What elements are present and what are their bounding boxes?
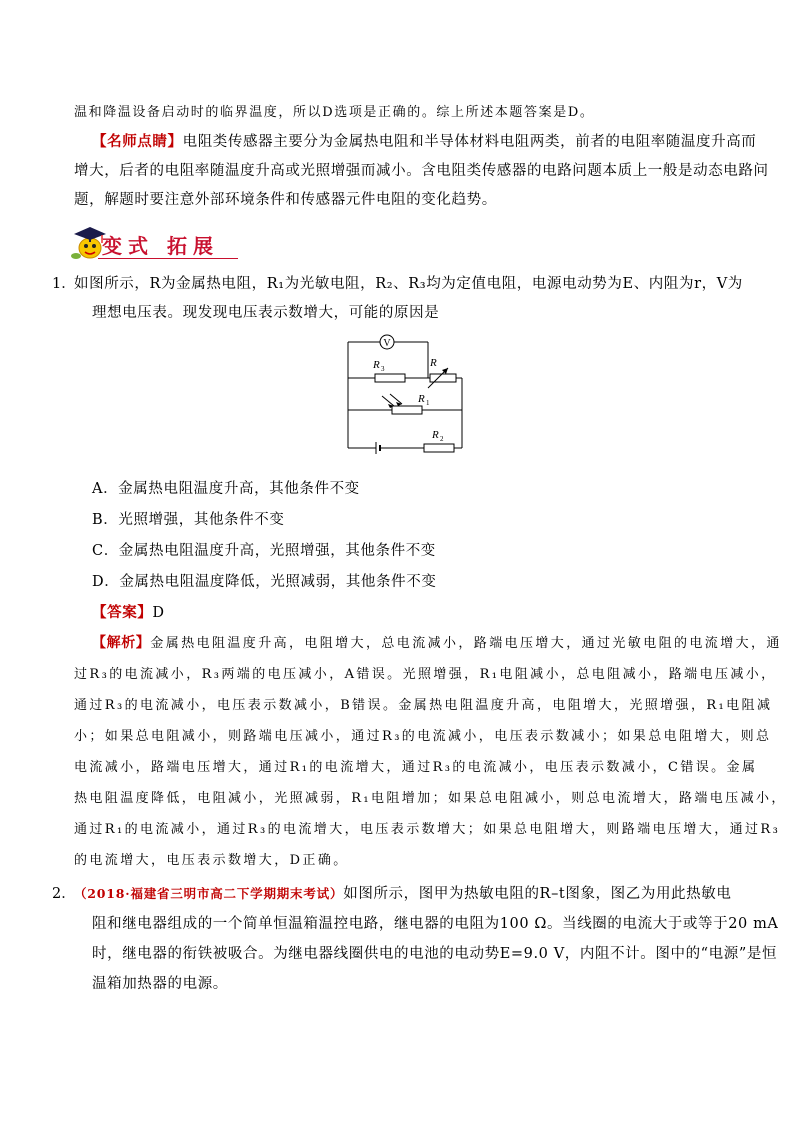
svg-text:R: R <box>432 429 439 441</box>
svg-text:2: 2 <box>440 435 444 443</box>
q2-line-1 <box>74 882 732 903</box>
analysis-line-1 <box>92 632 782 652</box>
q1-line-2: 理想电压表。现发现电压表示数增大，可能的原因是 <box>92 305 440 321</box>
analysis-line-7: 通过R₁的电流减小，通过R₃的电流增大，电压表示数增大；如果总电阻增大，则路端电压增大，通过R₃ <box>74 822 781 837</box>
q2-line-4: 温箱加热器的电源。 <box>92 976 228 992</box>
q1-option-d: D．金属热电阻温度降低，光照减弱，其他条件不变 <box>92 574 437 590</box>
tip-text-1: 电阻类传感器主要分为金属热电阻和半导体材料电阻两类，前者的电阻率随温度升高而 <box>182 134 757 150</box>
answer-value: D <box>152 605 165 621</box>
q1-option-b: B．光照增强，其他条件不变 <box>92 512 285 528</box>
svg-text:R: R <box>373 359 380 371</box>
q1-option-c: C．金属热电阻温度升高，光照增强，其他条件不变 <box>92 543 436 559</box>
tip-line-3: 题，解题时要注意外部环境条件和传感器元件电阻的变化趋势。 <box>74 192 497 208</box>
analysis-label: 【解析】 <box>92 635 151 651</box>
q1-number: 1． <box>52 276 76 292</box>
answer-label: 【答案】 <box>92 604 153 621</box>
analysis-line-6: 热电阻温度降低，电阻减小，光照减弱，R₁电阻增加；如果总电阻减小，则总电流增大，路端电压减小， <box>74 791 787 806</box>
svg-text:3: 3 <box>381 365 385 373</box>
q2-line-3: 时，继电器的衔铁被吸合。为继电器线圈供电的电池的电动势E=9.0 V，内阻不计。图中的“电源”是恒 <box>92 946 778 962</box>
analysis-line-3: 通过R₃的电流减小，电压表示数减小，B错误。金属热电阻温度升高，电阻增大，光照增强，R₁电阻减 <box>74 698 773 713</box>
tip-label: 【名师点睛】 <box>92 133 183 150</box>
tip-line-1 <box>92 130 757 151</box>
voltmeter-label: V <box>383 338 391 349</box>
circuit-diagram <box>340 330 470 460</box>
analysis-line-5: 电流减小，路端电压增大，通过R₁的电流增大，通过R₃的电流减小，电压表示数减小，C错误。金属 <box>74 760 758 775</box>
analysis-text-1: 金属热电阻温度升高，电阻增大，总电流减小，路端电压增大，通过光敏电阻的电流增大，通 <box>150 636 782 651</box>
tip-line-2: 增大，后者的电阻率随温度升高或光照增强而减小。含电阻类传感器的电路问题本质上一般是动态电路问 <box>74 163 769 179</box>
q2-text-1: 如图所示，图甲为热敏电阻的R–t图象，图乙为用此热敏电 <box>343 886 732 902</box>
q2-source: （2018·福建省三明市高二下学期期末考试） <box>74 886 344 901</box>
svg-text:1: 1 <box>426 399 430 407</box>
top-line: 温和降温设备启动时的临界温度，所以D选项是正确的。综上所述本题答案是D。 <box>74 105 595 120</box>
analysis-line-4: 小；如果总电阻减小，则路端电压减小，通过R₃的电流减小，电压表示数减小；如果总电阻增大，则总 <box>74 729 772 744</box>
q2-number: 2． <box>52 886 76 902</box>
q1-line-1: 如图所示，R为金属热电阻，R₁为光敏电阻，R₂、R₃均为定值电阻，电源电动势为E、内阻为r，V为 <box>74 276 743 292</box>
analysis-line-2: 过R₃的电流减小，R₃两端的电压减小，A错误。光照增强，R₁电阻减小，总电阻减小，路端电压减小， <box>74 667 777 682</box>
q2-line-2: 阻和继电器组成的一个简单恒温箱温控电路，继电器的电阻为100 Ω。当线圈的电流大于或等于20 mA <box>92 916 779 932</box>
section-heading <box>68 222 228 262</box>
analysis-line-8: 的电流增大，电压表示数增大，D正确。 <box>74 853 349 868</box>
q1-option-a: A．金属热电阻温度升高，其他条件不变 <box>92 481 360 497</box>
svg-text:R: R <box>430 357 437 369</box>
section-heading-text: 变式 拓展 <box>102 234 219 258</box>
q1-answer <box>92 601 165 622</box>
svg-text:R: R <box>418 393 425 405</box>
